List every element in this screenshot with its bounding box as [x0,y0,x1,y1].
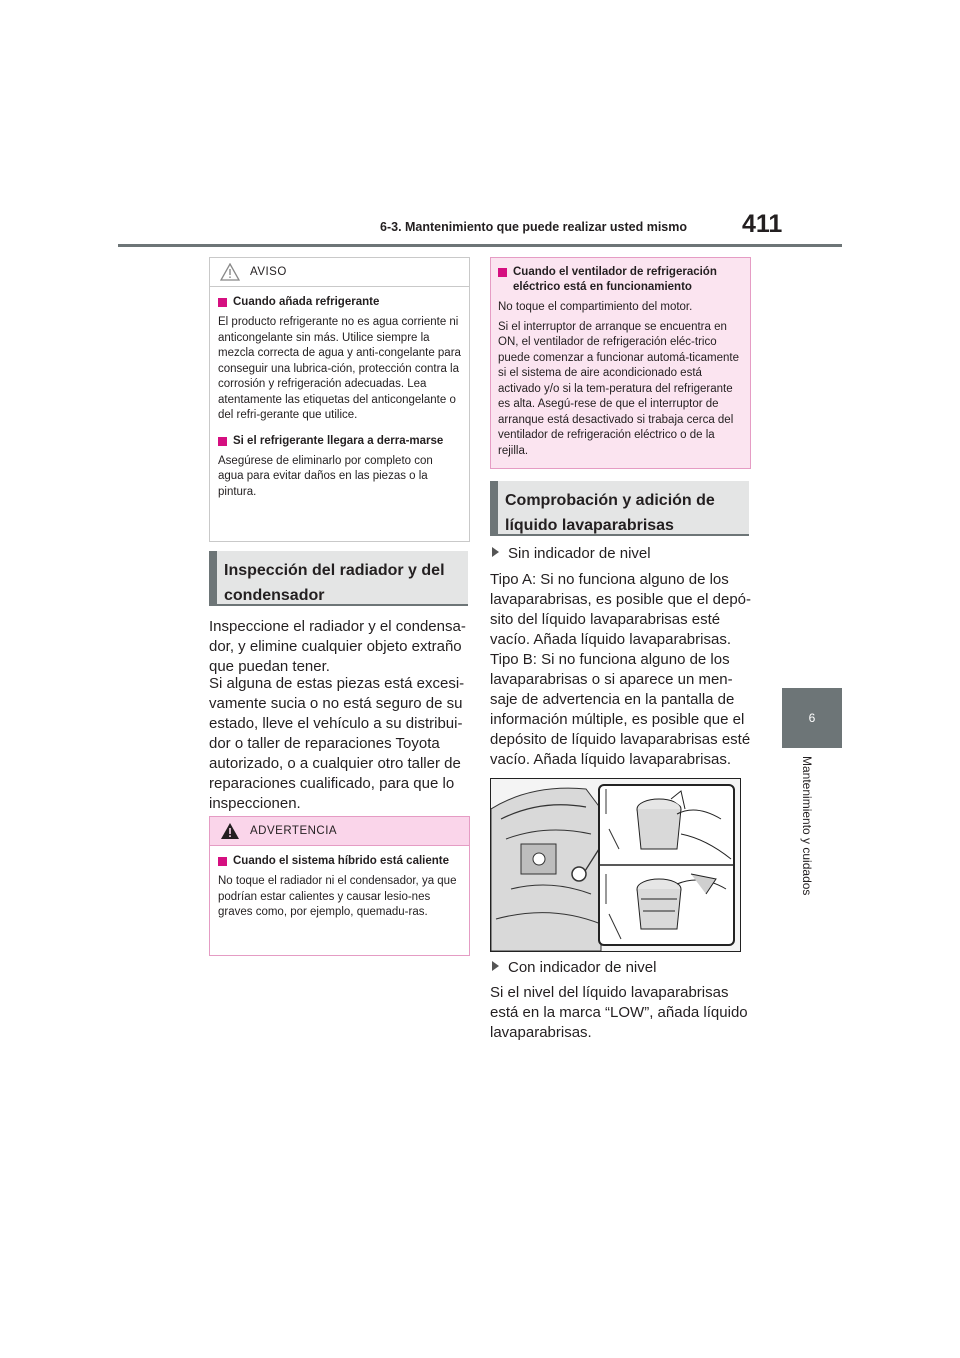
aviso-label: AVISO [250,266,287,278]
tipo-a-paragraph: Tipo A: Si no funciona alguno de los lavaparabrisas, es posible que el depó-sito del líquido lavaparabrisas esté vacío. Añada líquido lavaparabrisas. [490,571,751,648]
fan-warning-panel [490,257,751,469]
radiator-paragraph-1: Inspeccione el radiador y el condensa-dor, y elimine cualquier objeto extraño que puedan tener. [209,618,466,675]
square-bullet-icon [498,268,507,277]
aviso-item-text: Asegúrese de eliminarlo por completo con agua para evitar daños en las piezas o la pintura. [218,454,433,498]
fan-warning-heading: Cuando el ventilador de refrigeración eléctrico está en funcionamiento [498,265,743,295]
chapter-number: 6 [808,711,816,725]
section-rule [209,604,468,606]
header-rule [118,244,842,247]
fan-warning-text-1: No toque el compartimiento del motor. [498,301,693,313]
advertencia-item-text: No toque el radiador ni el condensador, ya que podrían estar calientes y causar lesio-nes graves como, por ejemplo, quemadu-ras. [218,875,457,918]
chapter-tab [782,688,842,748]
triangle-bullet-icon [492,961,499,971]
section-rule [490,534,749,536]
advertencia-item-heading: Cuando el sistema híbrido está caliente [218,854,461,869]
fan-warning-text-2: Si el interruptor de arranque se encuentra en ON, el ventilador de refrigeración eléc-trico puede comenzar a funcionar automá-ticamente si el sistema de aire acondicionado está activado y/o si la tem-peratura del refrigerante es alta. Asegú-rese de que el interruptor de arranque está desactivado si trabaja cerca del ventilador de refrigeración eléctrico o de la rejilla. [498,320,740,457]
bullet-con-indicador: Con indicador de nivel [490,958,755,978]
aviso-header [210,258,469,287]
section-heading-radiator: Inspección del radiador y del condensador [209,551,468,604]
triangle-bullet-icon [492,547,499,557]
caution-triangle-icon [210,263,250,281]
square-bullet-icon [218,857,227,866]
advertencia-header [210,817,469,846]
chapter-label: Mantenimiento y cuidados [800,756,814,896]
aviso-box [209,257,470,542]
header-title: 6-3. Mantenimiento que puede realizar usted mismo [380,220,688,234]
bullet-sin-indicador: Sin indicador de nivel [490,544,755,564]
aviso-item-heading: Cuando añada refrigerante [218,295,461,310]
advertencia-box [209,816,470,956]
tipo-b-paragraph: Tipo B: Si no funciona alguno de los lavaparabrisas o si aparece un men-saje de advertencia en la pantalla de información múltiple, es posible que el depósito de líquido lavaparabrisas esté vacío. Añada líquido lavaparabrisas. [490,651,751,768]
advertencia-label: ADVERTENCIA [250,825,338,837]
square-bullet-icon [218,298,227,307]
warning-triangle-icon [210,822,250,840]
aviso-item-heading: Si el refrigerante llegara a derra-marse [218,434,461,449]
washer-reservoir-photo [490,778,741,952]
low-level-paragraph: Si el nivel del líquido lavaparabrisas está en la marca “LOW”, añada líquido lavaparabrisas. [490,984,748,1041]
radiator-paragraph-2: Si alguna de estas piezas está excesi-vamente sucia o no está seguro de su estado, lleve el vehículo a su distribui-dor o taller de reparaciones Toyota autorizado, o a cualquier otro taller de reparaciones cualificado, para que lo inspeccionen. [209,675,465,812]
aviso-item-text: El producto refrigerante no es agua corriente ni anticongelante sin más. Utilice siempre la mezcla correcta de agua y anti-congelante para conseguir una lubrica-ción, protección contra la corrosión y refrigeración adecuadas. Lea atentamente las etiquetas del anticongelante o del refri-gerante que utilice. [218,316,461,421]
page-number: 411 [742,210,783,238]
section-heading-washer: Comprobación y adición de líquido lavaparabrisas [490,481,749,534]
square-bullet-icon [218,437,227,446]
